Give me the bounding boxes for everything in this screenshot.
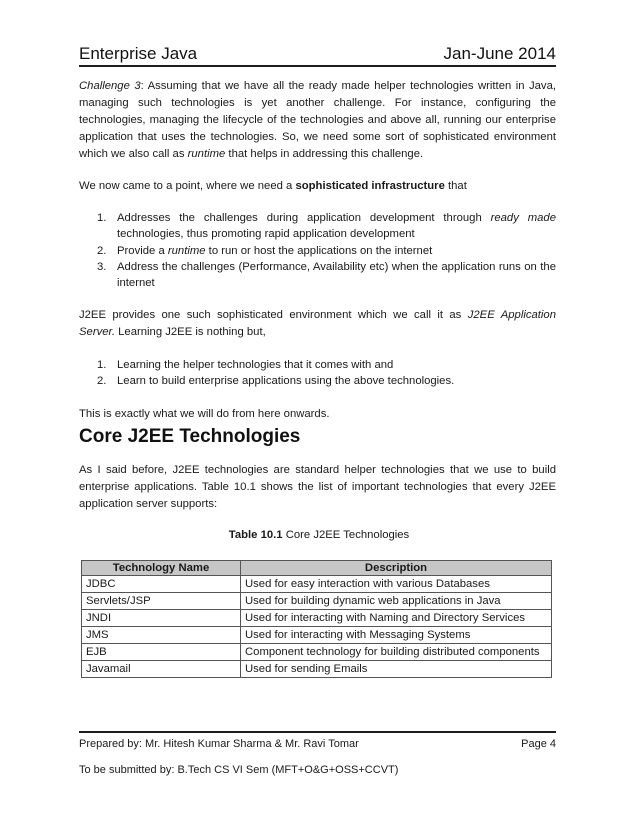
list-item	[97, 259, 556, 292]
table-row	[82, 576, 552, 593]
header-rule	[79, 65, 556, 67]
column-header: Technology Name	[82, 561, 241, 576]
table-row	[82, 661, 552, 678]
list-text-end: technologies, thus promoting rapid application development	[117, 228, 415, 241]
caption-label: Table 10.1	[228, 529, 283, 541]
table-row	[82, 644, 552, 661]
page-header	[79, 38, 556, 64]
challenge-text: : Assuming that we have all the ready made helper technologies written in Java, managing such technologies is yet another challenge. For instance, configuring the technologies, managing the lifecycle of the technologies and above all, running our enterprise application that uses the technologies. So, we need some sort of sophisticated environment which we also call as	[79, 80, 556, 160]
header-title: Enterprise Java	[79, 44, 198, 63]
page-footer	[79, 738, 556, 750]
list-text: Address the challenges (Performance, Availability etc) when the application runs on the internet	[117, 260, 556, 290]
table-cell: Javamail	[82, 661, 241, 678]
table-cell: Used for building dynamic web applications in Java	[241, 593, 552, 610]
footer-rule	[79, 731, 556, 733]
list-italic: runtime	[167, 244, 206, 257]
table-cell: Used for interacting with Naming and Directory Services	[241, 610, 552, 627]
column-header: Description	[241, 561, 552, 576]
list-number: 1.	[97, 212, 107, 224]
footer-page-number: Page 4	[521, 738, 556, 750]
list-text: Addresses the challenges during application development through	[117, 212, 491, 224]
section-title: Core J2EE Technologies	[79, 426, 301, 447]
table-row	[82, 627, 552, 644]
para3-text-end: Learning J2EE is nothing but,	[115, 326, 266, 338]
list-number: 2.	[97, 244, 107, 257]
footer-prepared: Prepared by: Mr. Hitesh Kumar Sharma & Mr. Ravi Tomar	[79, 738, 359, 750]
table-cell: JNDI	[82, 610, 241, 627]
list-italic: ready made	[490, 212, 556, 224]
footer-submitted: To be submitted by: B.Tech CS VI Sem (MFT+O&G+OSS+CCVT)	[79, 764, 399, 776]
table-caption	[0, 529, 638, 541]
challenge-text-end: that helps in addressing this challenge.	[225, 148, 424, 160]
table-cell: Used for interacting with Messaging Systems	[241, 627, 552, 644]
table-row	[82, 610, 552, 627]
list-item	[97, 243, 556, 259]
para2-after: that	[444, 180, 467, 192]
list-item	[97, 210, 556, 243]
list-number: 2.	[97, 375, 107, 388]
table-cell: EJB	[82, 644, 241, 661]
list-text: Learn to build enterprise applications using the above technologies.	[117, 375, 455, 388]
list-text: Learning the helper technologies that it comes with and	[117, 359, 394, 371]
runtime-term: runtime	[187, 148, 226, 160]
table-cell: JDBC	[82, 576, 241, 593]
table-cell: Used for easy interaction with various Databases	[241, 576, 552, 593]
infrastructure-list	[97, 210, 556, 291]
challenge-label: Challenge 3	[79, 80, 141, 92]
header-date: Jan-June 2014	[443, 44, 556, 63]
infrastructure-paragraph	[79, 178, 556, 195]
list-number: 1.	[97, 359, 107, 371]
caption-text: Core J2EE Technologies	[282, 529, 410, 541]
list-text: Provide a	[117, 244, 168, 257]
j2ee-paragraph	[79, 307, 556, 341]
list-item	[97, 373, 556, 389]
table-cell: Component technology for building distributed components	[241, 644, 552, 661]
intro-paragraph: As I said before, J2EE technologies are standard helper technologies that we use to build enterprise applications. Table 10.1 shows the list of important technologies that every J2EE application server supports:	[79, 464, 556, 510]
onwards-paragraph: This is exactly what we will do from here onwards.	[79, 408, 330, 420]
list-text-end: to run or host the applications on the internet	[205, 244, 433, 257]
para3-text: J2EE provides one such sophisticated environment which we call it as	[79, 309, 468, 321]
list-number: 3.	[97, 260, 107, 273]
table-cell: Used for sending Emails	[241, 661, 552, 678]
challenge-paragraph	[79, 78, 556, 163]
table-row	[82, 593, 552, 610]
list-item	[97, 357, 556, 373]
para2-bold: sophisticated infrastructure	[295, 180, 445, 192]
learning-list	[97, 357, 556, 390]
table-cell: Servlets/JSP	[82, 593, 241, 610]
table-header-row	[82, 561, 552, 576]
para3-italic: J2EE Application Server.	[79, 309, 556, 338]
technologies-table	[81, 560, 552, 678]
para2-text: We now came to a point, where we need a	[79, 180, 296, 192]
table-cell: JMS	[82, 627, 241, 644]
